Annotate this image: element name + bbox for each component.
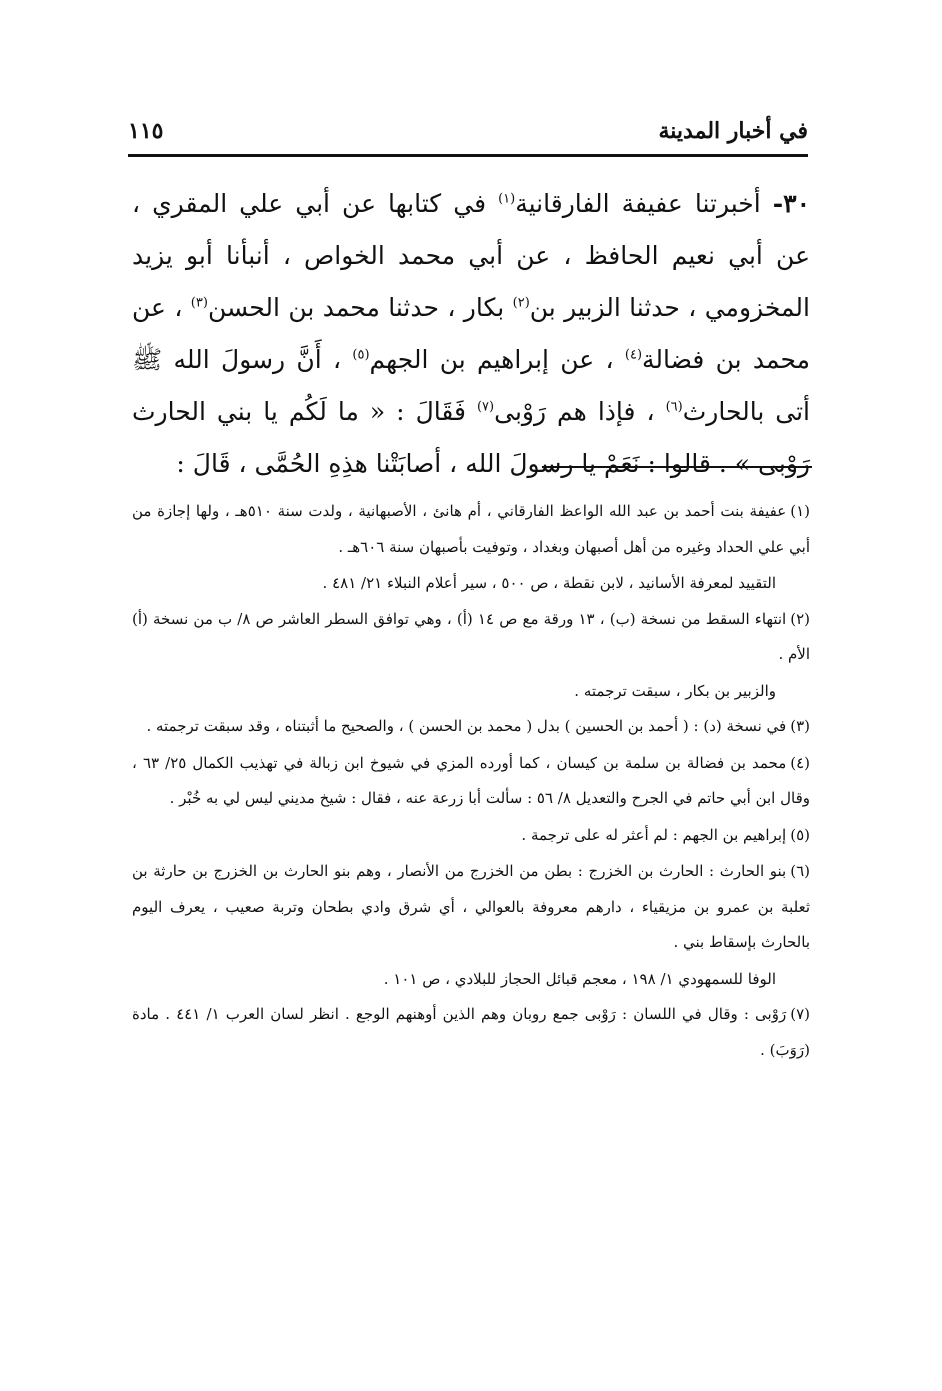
- footnote-continuation: والزبير بن بكار ، سبقت ترجمته .: [574, 681, 776, 700]
- main-text-segment: ، عن محمد بن فضالة: [132, 293, 810, 374]
- footnote-ref: (٥): [352, 347, 370, 363]
- main-text-segment: أخبرتنا عفيفة الفارقانية: [515, 189, 761, 218]
- footnote-text: محمد بن فضالة بن سلمة بن كيسان ، كما أورده المزي في شيوخ ابن زبالة في تهذيب الكمال ٢٥/ ٦٣ ، وقال ابن أبي حاتم في الجرح والتعديل ٨/ ٥٦ : سألت أبا زرعة عنه ، فقال : شيخ مديني ليس لي به خُبْر .: [132, 753, 810, 807]
- footnote: [132, 818, 810, 854]
- footnote-number: (٤): [790, 753, 811, 772]
- footnote-ref: (٧): [476, 399, 495, 415]
- header-rule: [128, 154, 808, 157]
- footnote-continuation: الوفا للسمهودي ١/ ١٩٨ ، معجم قبائل الحجاز للبلادي ، ص ١٠١ .: [383, 969, 776, 988]
- footnote-number: (٦): [790, 862, 810, 880]
- footnote-number: (١): [790, 502, 810, 520]
- footnote-ref: (١): [498, 191, 516, 207]
- main-text-segment: ، أَنَّ رسولَ الله ﷺ أتى بالحارث: [132, 345, 811, 426]
- main-text-segment: ، عن إبراهيم بن الجهم: [369, 345, 614, 374]
- footnote: [132, 854, 810, 961]
- footnote: [132, 709, 810, 745]
- hadith-number: ٣٠-: [772, 189, 810, 218]
- footnote: [132, 494, 810, 565]
- footnote-ref: (٤): [624, 347, 643, 363]
- main-text-segment: فَقَالَ : « ما لَكُم يا بني الحارث رَوْبى » . قالوا : نَعَمْ يا رسولَ الله ، أصابَتْنا هذِهِ الحُمَّى ، قَالَ :: [132, 397, 810, 478]
- footnote: [132, 602, 810, 673]
- footnotes: [132, 494, 810, 1069]
- running-header: [128, 112, 808, 158]
- footnote-number: (٣): [790, 717, 810, 735]
- footnote-number: (٧): [790, 1005, 811, 1023]
- footnote-text: عفيفة بنت أحمد بن عبد الله الواعظ الفارقاني ، أم هانئ ، الأصبهانية ، ولدت سنة ٥١٠هـ ، ولها إجازة من أبي علي الحداد وغيره من أهل أصبهان وبغداد ، وتوفيت بأصبهان سنة ٦٠٦هـ .: [132, 502, 810, 556]
- footnote: [132, 997, 810, 1068]
- footnote-continuation: التقييد لمعرفة الأسانيد ، لابن نقطة ، ص ٥٠٠ ، سير أعلام النبلاء ٢١/ ٤٨١ .: [322, 574, 776, 592]
- footnote-text: في نسخة (د) : ( أحمد بن الحسين ) بدل ( محمد بن الحسن ) ، والصحيح ما أثبتناه ، وقد سبقت ترجمته .: [146, 717, 787, 735]
- footnote-number: (٢): [790, 609, 810, 628]
- page-number: ١١٥: [128, 118, 164, 144]
- footnote-ref: (٦): [665, 399, 683, 415]
- main-text-segment: ، فإذا هم رَوْبى: [494, 397, 655, 426]
- footnote-text: رَوْبى : وقال في اللسان : رَوْبى جمع روبان وهم الذين أوهنهم الوجع . انظر لسان العرب ١/ ٤٤١ . مادة (رَوَبَ) .: [132, 1005, 810, 1059]
- main-text-segment: بكار ، حدثنا محمد بن الحسن: [207, 293, 505, 322]
- running-title: في أخبار المدينة: [658, 118, 808, 144]
- footnote-number: (٥): [790, 825, 810, 844]
- footnote-text: انتهاء السقط من نسخة (ب) ، ١٣ ورقة مع ص ١٤ (أ) ، وهي توافق السطر العاشر ص ٨/ ب من نسخة (أ) الأم .: [132, 609, 810, 663]
- footnote-separator: [542, 466, 812, 468]
- footnote-ref: (٢): [512, 295, 530, 311]
- footnote-text: إبراهيم بن الجهم : لم أعثر له على ترجمة .: [521, 825, 787, 844]
- footnote-text: بنو الحارث : الحارث بن الخزرج : بطن من الخزرج من الأنصار ، وهم بنو الحارث بن الخزرج بن حارثة بن ثعلبة بن عمرو بن مزيقياء ، دارهم معروفة بالعوالي ، أي شرق وادي بطحان وتربة صعيب ، يعرف اليوم بالحارث بإسقاط بني .: [132, 862, 810, 951]
- hadith-paragraph: [132, 178, 810, 490]
- main-text-segment: في كتابها عن أبي علي المقري ، عن أبي نعيم الحافظ ، عن أبي محمد الخواص ، أنبأنا أبو يزيد المخزومي ، حدثنا الزبير بن: [132, 189, 810, 322]
- main-text: [132, 178, 810, 490]
- footnote: [132, 746, 810, 817]
- footnote-ref: (٣): [190, 295, 208, 311]
